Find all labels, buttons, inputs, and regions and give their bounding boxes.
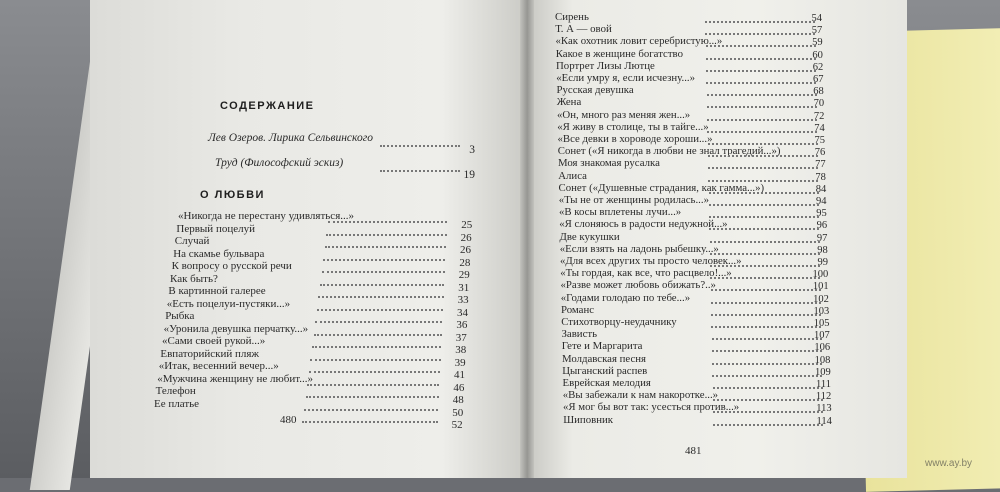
toc-entry-title: Русская девушка	[556, 84, 634, 97]
toc-entry-title: «В косы вплетены лучи...»	[559, 206, 682, 219]
toc-entry-page: 59	[812, 37, 823, 49]
toc-intro-title: Лев Озеров. Лирика Сельвинского	[208, 132, 373, 144]
toc-entry-title: Стихотворцу-неудачнику	[561, 316, 677, 328]
toc-entry-page: 103	[813, 305, 830, 317]
dot-leader	[326, 233, 446, 236]
toc-entry-title: «Все девки в хороводе хороши...»	[557, 133, 713, 145]
dot-leader	[312, 345, 441, 348]
toc-entry-page: 101	[812, 281, 829, 293]
toc-entry-page: 102	[813, 293, 829, 305]
toc-entry-title: «Сами своей рукой...»	[162, 335, 266, 347]
toc-entry-page: 105	[813, 318, 830, 329]
toc-intro-page: 3	[469, 144, 475, 156]
toc-entry-page: 62	[812, 61, 824, 73]
dot-leader	[309, 370, 440, 373]
toc-entry-page: 97	[816, 232, 828, 244]
toc-entry-title: Жена	[556, 96, 582, 109]
toc-entry-page: 75	[814, 135, 825, 146]
toc-entry-title: Гете и Маргарита	[561, 340, 643, 353]
toc-entry-title: Рыбка	[165, 310, 195, 322]
toc-entry-title: «Ты не от женщины родилась...»	[558, 194, 709, 206]
toc-entry-title: Какое в женщине богатство	[555, 47, 683, 60]
toc-entry-title: «Я слоняюсь в радости недужной...»	[559, 218, 728, 231]
toc-entry-page: 114	[816, 415, 832, 427]
dot-leader	[323, 258, 445, 261]
toc-entry-page: 70	[813, 98, 825, 110]
toc-entry-title: Алиса	[558, 169, 587, 182]
toc-entry-page: 34	[457, 306, 468, 319]
toc-entry-page: 100	[812, 269, 829, 281]
dot-leader	[315, 320, 442, 323]
toc-entry-title: Шиповник	[563, 413, 613, 426]
toc-entry-page: 98	[817, 244, 828, 256]
toc-entry-title: На скамье бульвара	[173, 247, 265, 260]
toc-entry-page: 109	[814, 366, 831, 378]
toc-entry-title: «Итак, весенний вечер...»	[158, 360, 279, 372]
toc-entry-title: «Если взять на ладонь рыбешку...»	[559, 242, 719, 255]
toc-entry-title: Сонет («Я никогда в любви не знал трагедий...»)	[557, 145, 781, 158]
toc-entry-page: 76	[814, 147, 826, 159]
dot-leader	[306, 395, 439, 398]
toc-entry-title: «Как охотник ловит серебристую...»	[555, 35, 723, 48]
toc-entry-page: 52	[451, 419, 463, 431]
toc-entry-page: 33	[457, 294, 469, 306]
toc-entry-page: 26	[460, 244, 471, 256]
toc-entry-page: 106	[814, 342, 831, 354]
right-page	[527, 0, 907, 478]
toc-entry-page: 107	[814, 330, 830, 342]
toc-entry-page: 37	[455, 331, 467, 344]
toc-entry-page: 46	[453, 381, 465, 394]
toc-entry-title: «Годами голодаю по тебе...»	[560, 291, 691, 304]
toc-entry-title: Моя знакомая русалка	[558, 157, 660, 170]
toc-entry-page: 96	[816, 220, 828, 232]
toc-entry-title: В картинной галерее	[168, 285, 266, 297]
dot-leader	[304, 408, 438, 411]
toc-entry-page: 94	[816, 196, 827, 207]
toc-entry-page: 57	[811, 25, 823, 37]
toc-heading: СОДЕРЖАНИЕ	[220, 100, 315, 112]
toc-entry-title: «Ты гордая, как все, что расцвело!...»	[560, 267, 732, 280]
toc-entry-title: «Вы забежали к нам накоротке...»	[562, 389, 719, 402]
toc-entry-title: «Я мог бы вот так: усесться против...»	[563, 401, 740, 414]
left-page	[90, 0, 530, 478]
toc-entry-page: 38	[455, 344, 467, 356]
toc-entry-title: Евпаторийский пляж	[160, 347, 260, 360]
watermark-text: www.ay.by	[925, 458, 973, 469]
toc-entry-page: 68	[813, 86, 824, 98]
dot-leader	[314, 333, 442, 336]
toc-entry-title: Еврейская мелодия	[562, 377, 651, 389]
toc-entry-page: 77	[815, 159, 826, 171]
toc-entry-title: Т. А — овой	[555, 23, 612, 36]
dot-leader	[322, 270, 445, 273]
toc-entry-page: 78	[815, 171, 826, 183]
dot-leader	[317, 308, 443, 311]
toc-entry-page: 112	[815, 391, 832, 403]
toc-intro-page: 19	[463, 169, 475, 181]
toc-entry-page: 28	[459, 256, 471, 269]
toc-entry-page: 95	[816, 208, 827, 220]
toc-entry-page: 113	[816, 403, 832, 415]
section-heading: О ЛЮБВИ	[200, 189, 265, 201]
toc-entry-page: 108	[814, 354, 831, 366]
toc-entry-page: 31	[458, 281, 470, 294]
toc-entry-title: Цыганский распев	[562, 364, 648, 377]
toc-entry-page: 25	[461, 219, 473, 231]
toc-entry-page: 50	[452, 406, 464, 419]
toc-entry-title: «Мужчина женщину не любит...»	[157, 372, 313, 385]
toc-entry-title: Сирень	[555, 11, 589, 23]
page-number-left: 480	[280, 414, 297, 426]
page-number-right: 481	[685, 445, 702, 457]
toc-intro-title: Труд (Философский эскиз)	[215, 157, 344, 169]
toc-entry-page: 60	[812, 49, 823, 61]
toc-entry-page: 74	[814, 122, 825, 134]
toc-entry-page: 111	[816, 379, 831, 390]
dot-leader	[307, 383, 439, 386]
toc-entry-title: Две кукушки	[559, 230, 620, 243]
toc-entry-title: К вопросу о русской речи	[171, 260, 292, 272]
toc-entry-page: 54	[811, 13, 822, 24]
toc-entry-page: 26	[460, 231, 472, 244]
toc-entry-page: 67	[813, 74, 824, 85]
dot-leader	[302, 420, 437, 423]
dot-leader	[318, 295, 443, 298]
dot-leader	[328, 220, 447, 223]
toc-entry-page: 84	[815, 183, 827, 195]
dot-leader	[325, 245, 446, 248]
toc-entry-title: «Разве может любовь обижать?..»	[560, 279, 716, 292]
toc-entry-page: 41	[454, 369, 465, 381]
toc-entry-page: 29	[458, 269, 470, 281]
toc-entry-title: Сонет («Душевные страдания, как гамма...»)	[558, 181, 765, 194]
toc-entry-page: 99	[817, 257, 828, 268]
toc-entry-title: Портрет Лизы Лютце	[556, 59, 655, 72]
toc-entry-title: Телефон	[155, 385, 196, 397]
toc-entry-page: 72	[813, 110, 825, 122]
toc-entry-page: 36	[456, 319, 468, 331]
toc-entry-title: «Уронила девушка перчатку...»	[163, 322, 309, 335]
toc-entry-title: «Никогда не перестану удивляться...»	[178, 210, 354, 222]
toc-entry-title: Молдавская песня	[562, 352, 647, 365]
toc-entry-title: «Если умру я, если исчезну...»	[556, 72, 695, 84]
dot-leader	[320, 283, 444, 286]
toc-entry-title: Первый поцелуй	[176, 222, 255, 235]
toc-entry-title: Романс	[561, 303, 595, 316]
toc-entry-title: Ее платье	[154, 397, 200, 410]
toc-entry-title: Как быть?	[170, 272, 218, 285]
toc-entry-title: «Он, много раз меняя жен...»	[557, 108, 691, 121]
toc-entry-page: 39	[454, 356, 466, 369]
book-gutter	[520, 0, 534, 478]
toc-entry-title: «Для всех других ты просто человек...»	[560, 255, 742, 267]
toc-entry-title: «Есть поцелуи-пустяки...»	[166, 297, 291, 310]
toc-entry-title: Случай	[174, 235, 210, 247]
toc-entry-title: Зависть	[561, 328, 598, 341]
dot-leader	[310, 358, 440, 361]
toc-entry-page: 48	[452, 394, 464, 406]
toc-entry-title: «Я живу в столице, ты в тайге...»	[557, 120, 709, 133]
